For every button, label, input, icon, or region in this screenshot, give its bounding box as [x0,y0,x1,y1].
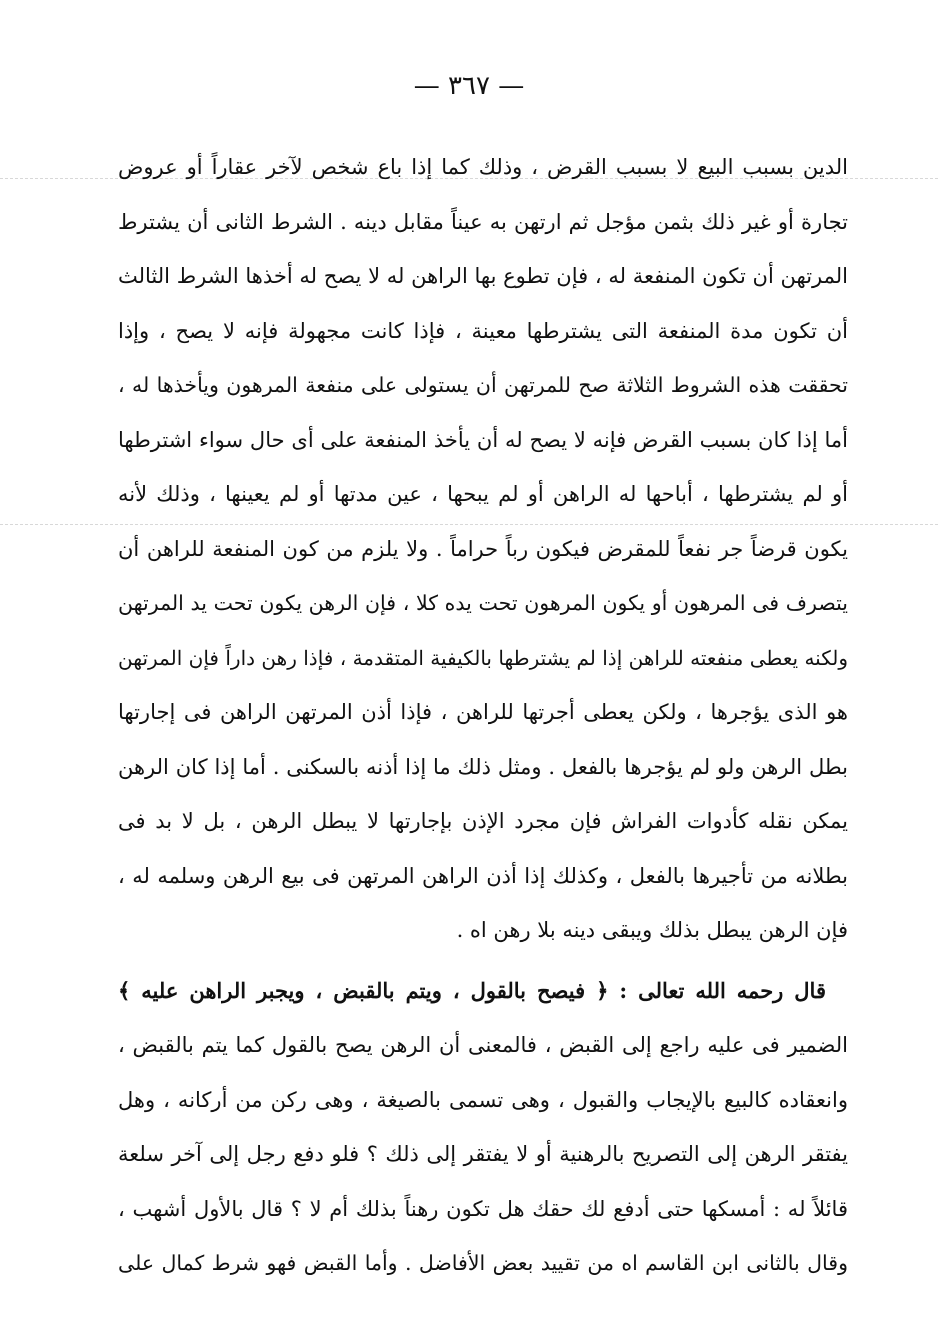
text-line: أما إذا كان بسبب القرض فإنه لا يصح له أن يأخذ المنفعة على أى حال سواء اشترطها [118,427,848,452]
text-line: بطلانه من تأجيرها بالفعل ، وكذلك إذا أذن الراهن المرتهن فى بيع الرهن وسلمه له ، [118,863,848,888]
paragraph-2 [118,964,848,1291]
text-line: يفتقر الرهن إلى التصريح بالرهنية أو لا يفتقر إلى ذلك ؟ فلو دفع رجل إلى آخر سلعة [118,1142,848,1166]
text-line: يتصرف فى المرهون أو يكون المرهون تحت يده كلا ، فإن الرهن يكون تحت يد المرتهن [118,591,848,615]
text-line: وانعقاده كالبيع بالإيجاب والقبول ، وهى تسمى بالصيغة ، وهى ركن من أركانه ، وهل [118,1087,848,1112]
paragraph-1 [118,140,848,958]
text-line: المرتهن أن تكون المنفعة له ، فإن تطوع بها الراهن له لا يصح له أخذها الشرط الثالث [118,264,848,288]
text-line: قائلاً له : أمسكها حتى أدفع لك حقك هل تكون رهناً بذلك أم لا ؟ قال بالأول أشهب ، [118,1196,848,1221]
text-line: فإن الرهن يبطل بذلك ويبقى دينه بلا رهن اه . [456,918,848,942]
quoted-matn-line: قال رحمه الله تعالى : ﴿ فيصح بالقول ، ويتم بالقبض ، ويجبر الراهن عليه ﴾ [118,977,826,1003]
text-line: هو الذى يؤجرها ، ولكن يعطى أجرتها للراهن ، فإذا أذن المرتهن الراهن فى إجارتها [118,700,848,724]
page-number: — ٣٦٧ — [413,71,525,101]
text-line: وقال بالثانى ابن القاسم اه من تقييد بعض الأفاضل . وأما القبض فهو شرط كمال على [118,1251,848,1275]
text-line: تحققت هذه الشروط الثلاثة صح للمرتهن أن يستولى على منفعة المرهون ويأخذها له ، [118,373,848,397]
text-line: أن تكون مدة المنفعة التى يشترطها معينة ، فإذا كانت مجهولة فإنه لا يصح ، وإذا [118,318,848,343]
text-line: الدين بسبب البيع لا بسبب القرض ، وذلك كما إذا باع شخص لآخر عقاراً أو عروض [118,155,848,179]
text-line: تجارة أو غير ذلك بثمن مؤجل ثم ارتهن به عيناً مقابل دينه . الشرط الثانى أن يشترط [118,209,848,234]
text-line: يكون قرضاً جر نفعاً للمقرض فيكون رباً حراماً . ولا يلزم من كون المنفعة للراهن أن [118,536,848,561]
text-line: أو لم يشترطها ، أباحها له الراهن أو لم يبحها ، عين مدتها أو لم يعينها ، وذلك لأنه [118,482,848,506]
text-line: بطل الرهن ولو لم يؤجرها بالفعل . ومثل ذلك ما إذا أذنه بالسكنى . أما إذا كان الرهن [118,754,848,779]
text-line: يمكن نقله كأدوات الفراش فإن مجرد الإذن بإجارتها لا يبطل الرهن ، بل لا بد فى [118,809,848,833]
text-line: الضمير فى عليه راجع إلى القبض ، فالمعنى أن الرهن يصح بالقول كما يتم بالقبض ، [118,1033,848,1057]
text-line: ولكنه يعطى منفعته للراهن إذا لم يشترطها بالكيفية المتقدمة ، فإذا رهن داراً فإن المرتهن [118,645,848,670]
body-text [118,140,848,1291]
